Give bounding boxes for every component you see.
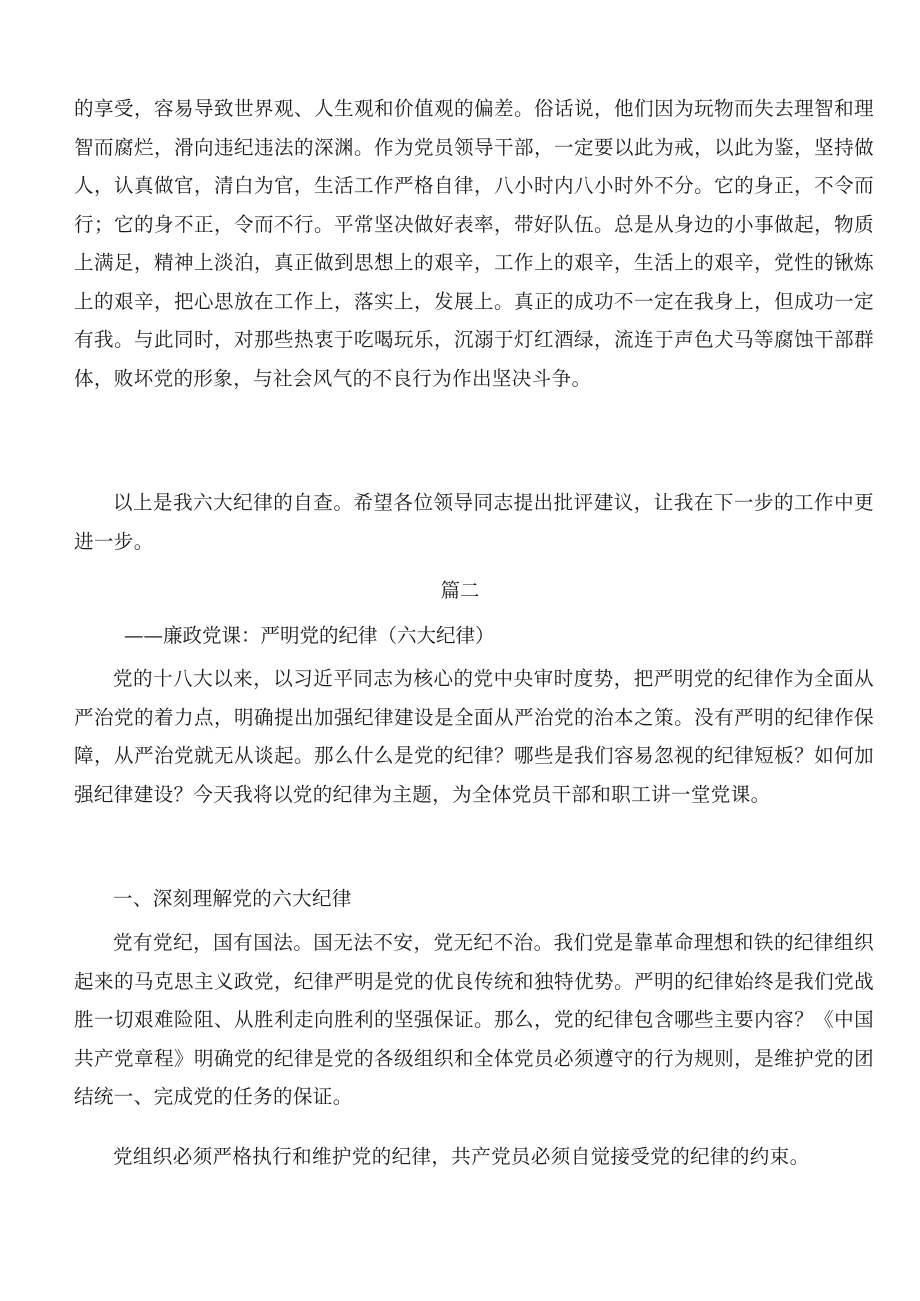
continued-paragraph: 的享受，容易导致世界观、人生观和价值观的偏差。俗话说，他们因为玩物而失去理智和理智而腐烂，滑向违纪违法的深渊。作为党员领导干部，一定要以此为戒，以此为鉴，坚持做人，认真做官，清白为官，生活工作严格自律，八小时内八小时外不分。它的身正，不令而行；它的身不正，令而不行。平常坚决做好表率，带好队伍。总是从身边的小事做起，物质上满足，精神上淡泊，真正做到思想上的艰辛，工作上的艰辛，生活上的艰辛，党性的锹炼上的艰辛，把心思放在工作上，落实上，发展上。真正的成功不一定在我身上，但成功一定有我。与此同时，对那些热衷于吃喝玩乐，沉溺于灯红酒绿，流连于声色犬马等腐蚀干部群体，败坏党的形象，与社会风气的不良行为作出坚决斗争。 <box>74 97 874 390</box>
point-one-paragraph: 党有党纪，国有国法。国无法不安，党无纪不治。我们党是靠革命理想和铁的纪律组织起来的马克思主义政党，纪律严明是党的优良传统和独特优势。严明的纪律始终是我们党战胜一切艰难险阻、从胜利走向胜利的坚强保证。那么，党的纪律包含哪些主要内容？《中国共产党章程》明确党的纪律是党的各级组织和全体党员必须遵守的行为规则，是维护党的团结统一、完成党的任务的保证。 <box>74 931 874 1108</box>
section-subtitle: ——廉政党课：严明党的纪律（六大纪律） <box>124 624 495 647</box>
section-heading: 篇二 <box>440 579 480 602</box>
final-paragraph: 党组织必须严格执行和维护党的纪律，共产党员必须自觉接受党的纪律的约束。 <box>113 1145 810 1168</box>
closing-paragraph: 以上是我六大纪律的自查。希望各位领导同志提出批评建议，让我在下一步的工作中更进一步。 <box>74 491 874 553</box>
point-one-heading: 一、深刻理解党的六大纪律 <box>113 887 352 910</box>
intro-paragraph: 党的十八大以来，以习近平同志为核心的党中央审时度势，把严明党的纪律作为全面从严治党的着力点，明确提出加强纪律建设是全面从严治党的治本之策。没有严明的纪律作保障，从严治党就无从谈起。那么什么是党的纪律？哪些是我们容易忽视的纪律短板？如何加强纪律建设？今天我将以党的纪律为主题，为全体党员干部和职工讲一堂党课。 <box>74 667 874 806</box>
